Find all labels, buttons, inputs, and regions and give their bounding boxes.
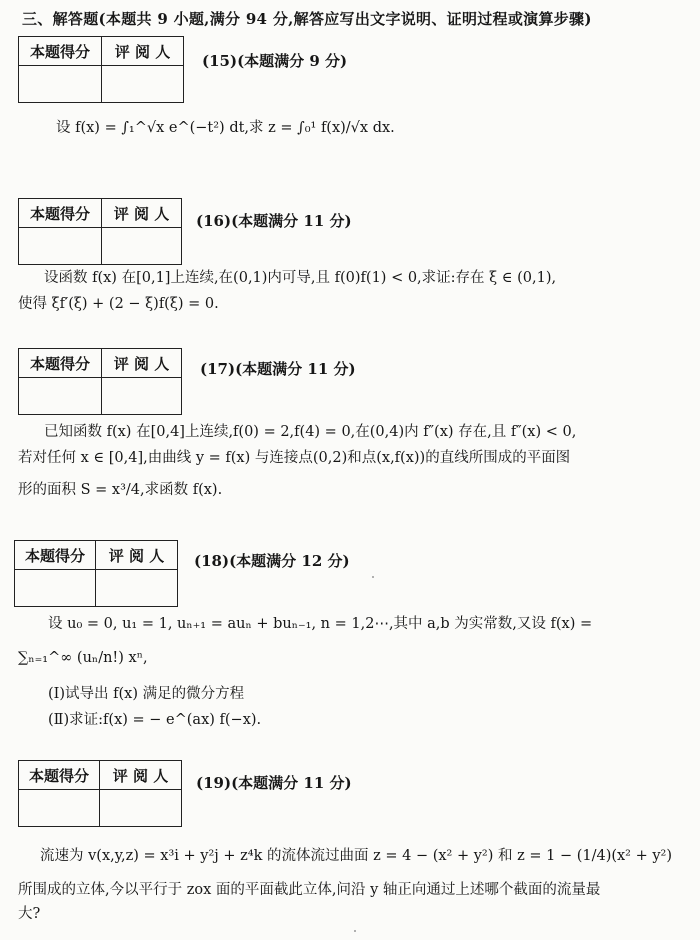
reviewer-label: 评 阅 人 — [102, 37, 184, 66]
q19-heading: (19)(本题满分 11 分) — [196, 774, 352, 792]
reviewer-label: 评 阅 人 — [100, 761, 182, 790]
q18-line-4: (Ⅱ)求证:f(x) = − e^(ax) f(−x). — [48, 712, 262, 728]
reviewer-cell — [96, 570, 178, 607]
scan-speck — [372, 576, 374, 578]
q16-heading: (16)(本题满分 11 分) — [196, 212, 352, 230]
score-table-q19 — [18, 760, 182, 827]
score-cell — [19, 790, 100, 827]
score-label: 本题得分 — [19, 199, 102, 228]
reviewer-cell — [102, 66, 184, 103]
score-cell — [19, 228, 102, 265]
score-cell — [19, 378, 102, 415]
score-table-q17 — [18, 348, 182, 415]
q19-line-3: 大? — [18, 906, 41, 922]
score-cell — [15, 570, 96, 607]
reviewer-label: 评 阅 人 — [96, 541, 178, 570]
score-label: 本题得分 — [19, 37, 102, 66]
score-table-q16 — [18, 198, 182, 265]
scan-speck — [354, 930, 356, 932]
q17-heading: (17)(本题满分 11 分) — [200, 360, 356, 378]
q19-line-1: 流速为 v(x,y,z) = x³i + y²j + z⁴k 的流体流过曲面 z = 4 − (x² + y²) 和 z = 1 − (1/4)(x² + y²) — [40, 848, 673, 864]
score-label: 本题得分 — [19, 349, 102, 378]
score-label: 本题得分 — [15, 541, 96, 570]
q16-line-1: 设函数 f(x) 在[0,1]上连续,在(0,1)内可导,且 f(0)f(1) < 0,求证:存在 ξ ∈ (0,1), — [44, 270, 557, 286]
q17-line-2: 若对任何 x ∈ [0,4],由曲线 y = f(x) 与连接点(0,2)和点(x,f(x))的直线所围成的平面图 — [18, 450, 571, 466]
score-table-q15 — [18, 36, 184, 103]
reviewer-cell — [102, 228, 182, 265]
q18-line-1: 设 u₀ = 0, u₁ = 1, uₙ₊₁ = auₙ + buₙ₋₁, n = 1,2⋯,其中 a,b 为实常数,又设 f(x) = — [48, 616, 593, 632]
q18-line-3: (Ⅰ)试导出 f(x) 满足的微分方程 — [48, 686, 245, 702]
reviewer-cell — [100, 790, 182, 827]
reviewer-cell — [102, 378, 182, 415]
score-table-q18 — [14, 540, 178, 607]
q18-heading: (18)(本题满分 12 分) — [194, 552, 350, 570]
q19-line-2: 所围成的立体,今以平行于 zox 面的平面截此立体,问沿 y 轴正向通过上述哪个截面的流量最 — [18, 882, 601, 898]
q15-line-1: 设 f(x) = ∫₁^√x e^(−t²) dt,求 z = ∫₀¹ f(x)/√x dx. — [56, 120, 395, 136]
section-header: 三、解答题(本题共 9 小题,满分 94 分,解答应写出文字说明、证明过程或演算步骤) — [22, 10, 592, 28]
q15-heading: (15)(本题满分 9 分) — [202, 52, 348, 70]
score-label: 本题得分 — [19, 761, 100, 790]
q18-line-2: ∑ₙ₌₁^∞ (uₙ/n!) xⁿ, — [18, 650, 148, 666]
q16-line-2: 使得 ξf′(ξ) + (2 − ξ)f(ξ) = 0. — [18, 296, 219, 312]
q17-line-3: 形的面积 S = x³/4,求函数 f(x). — [18, 482, 223, 498]
reviewer-label: 评 阅 人 — [102, 349, 182, 378]
score-cell — [19, 66, 102, 103]
reviewer-label: 评 阅 人 — [102, 199, 182, 228]
q17-line-1: 已知函数 f(x) 在[0,4]上连续,f(0) = 2,f(4) = 0,在(0,4)内 f″(x) 存在,且 f″(x) < 0, — [44, 424, 577, 440]
